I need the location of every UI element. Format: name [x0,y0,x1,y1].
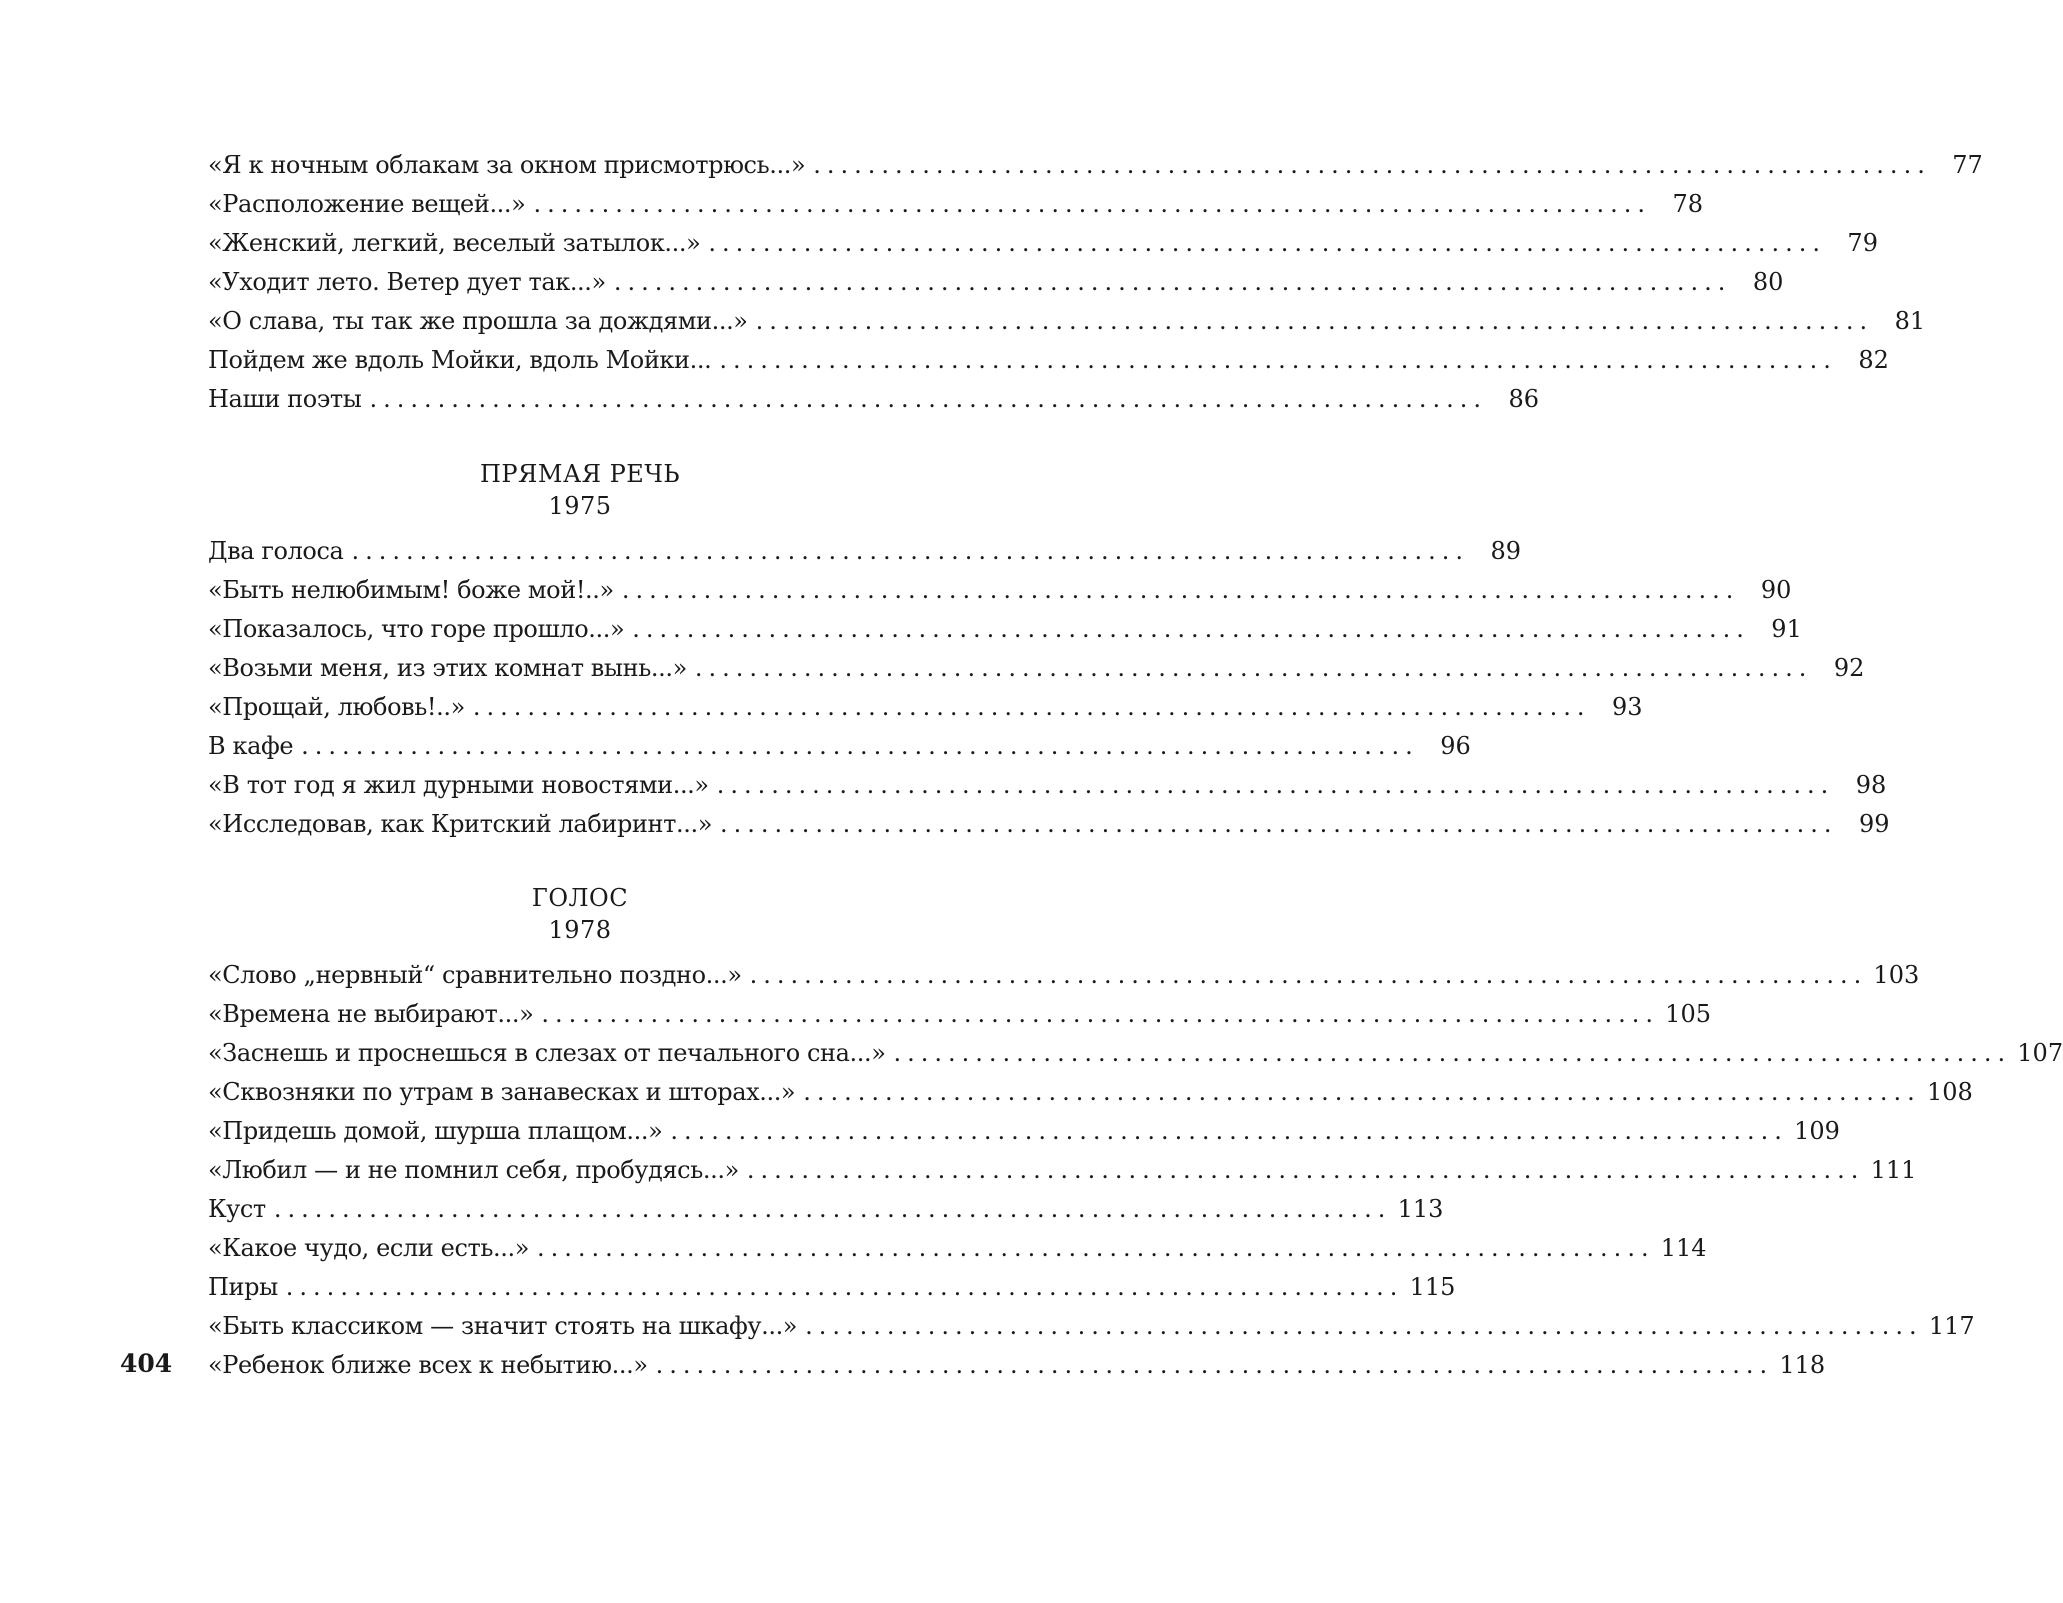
dot-leader: .................................................................................. [632,615,1750,643]
dot-leader: .................................................................................. [655,1351,1774,1379]
toc-entry-title: «Женский, легкий, веселый затылок...» [208,229,701,257]
toc-entry [208,995,1711,1034]
section-year: 1978 [548,916,612,944]
toc-entry [208,1229,1707,1268]
toc-entry-page: 107 [2017,1039,2063,1067]
toc-entry-title: «Любил — и не помнил себя, пробудясь...» [208,1156,739,1184]
dot-leader: .................................................................................. [805,1312,1923,1340]
toc-entry [208,766,1887,805]
toc-entry-title: «Сквозняки по утрам в занавесках и шторах...» [208,1078,796,1106]
toc-entry-page: 117 [1928,1312,1975,1340]
toc-entry [208,805,1890,844]
dot-leader: .................................................................................. [369,385,1488,413]
toc-entry-page: 80 [1752,268,1784,296]
toc-entry-title: В кафе [208,732,294,760]
dot-leader: .................................................................................. [803,1078,1921,1106]
section-heading [208,882,952,946]
toc-entry-title: «Времена не выбирают...» [208,1000,534,1028]
toc-entry-page: 91 [1771,615,1802,643]
toc-entry [208,380,1540,419]
toc-entry [208,956,1920,995]
toc-entry-title: «Возьми меня, из этих комнат вынь...» [208,654,687,682]
toc-entry-title: «В тот год я жил дурными новостями...» [208,771,709,799]
toc-entry [208,571,1792,610]
toc-entry-title: «Прощай, любовь!..» [208,693,465,721]
toc-entry [208,1073,1973,1112]
toc-entry-title: «Расположение вещей...» [208,190,526,218]
toc-entry-page: 108 [1926,1078,1973,1106]
toc-entry-title: Два голоса [208,537,344,565]
toc-section-continued [208,146,1983,419]
dot-leader: .................................................................................. [351,537,1470,565]
dot-leader: .................................................................................. [716,771,1835,799]
dot-leader: .................................................................................. [472,693,1591,721]
dot-leader: .................................................................................. [670,1117,1788,1145]
dot-leader: .................................................................................. [533,190,1652,218]
toc-entry-page: 89 [1490,537,1522,565]
toc-entry [208,302,1926,341]
toc-entry-title: «Слово „нервный“ сравнительно поздно...» [208,961,742,989]
toc-entry [208,532,1522,571]
toc-entry-page: 105 [1665,1000,1711,1028]
toc-entry-page: 103 [1873,961,1920,989]
toc-entry-title: «Показалось, что горе прошло...» [208,615,625,643]
section-title: ПРЯМАЯ РЕЧЬ [479,460,681,488]
dot-leader: .................................................................................. [755,307,1874,335]
toc-entry-title: «Заснешь и проснешься в слезах от печального сна...» [208,1039,886,1067]
toc-entry-page: 90 [1760,576,1792,604]
toc-entry [208,1307,1975,1346]
toc-entry [208,1190,1444,1229]
toc-entry-page: 111 [1870,1156,1917,1184]
toc-entry-page: 98 [1855,771,1887,799]
dot-leader: .................................................................................. [708,229,1826,257]
toc-entry [208,1268,1456,1307]
toc-entry-page: 114 [1660,1234,1707,1262]
toc-entry-page: 92 [1833,654,1865,682]
toc-entry-page: 99 [1859,810,1890,838]
toc-entry-title: «Я к ночным облакам за окном присмотрюсь...» [208,151,806,179]
toc-entry [208,263,1784,302]
toc-entry [208,610,1802,649]
toc-entry-page: 86 [1508,385,1540,413]
toc-entry-title: «Уходит лето. Ветер дует так...» [208,268,606,296]
toc-entry-title: «Быть нелюбимым! боже мой!..» [208,576,614,604]
dot-leader: .................................................................................. [273,1195,1392,1223]
toc-entry [208,224,1878,263]
toc-entry-page: 113 [1397,1195,1444,1223]
toc-entry-title: «Исследовав, как Критский лабиринт...» [208,810,712,838]
toc-entry-page: 77 [1952,151,1983,179]
dot-leader: .................................................................................. [749,961,1868,989]
toc-entry-page: 82 [1858,346,1889,374]
dot-leader: .................................................................................. [621,576,1740,604]
dot-leader: .................................................................................. [746,1156,1865,1184]
toc-entry-page: 96 [1440,732,1471,760]
toc-entry-title: Пойдем же вдоль Мойки, вдоль Мойки... [208,346,712,374]
toc-section-pryamaya-rech [208,532,1890,844]
dot-leader: .................................................................................. [719,810,1838,838]
toc-section-golos [208,956,2063,1385]
toc-entry-page: 81 [1894,307,1926,335]
toc-entry-title: Пиры [208,1273,278,1301]
section-year: 1975 [548,492,612,520]
toc-entry-title: «Придешь домой, шурша плащом...» [208,1117,663,1145]
toc-entry-title: «Какое чудо, если есть...» [208,1234,529,1262]
dot-leader: .................................................................................. [613,268,1732,296]
dot-leader: .................................................................................. [301,732,1419,760]
dot-leader: .................................................................................. [719,346,1837,374]
toc-entry-page: 115 [1409,1273,1456,1301]
dot-leader: .................................................................................. [813,151,1931,179]
toc-entry-title: Куст [208,1195,266,1223]
toc-entry [208,1034,2063,1073]
toc-entry-page: 79 [1847,229,1878,257]
section-title: ГОЛОС [531,884,629,912]
section-heading [208,458,952,522]
toc-entry-page: 118 [1779,1351,1826,1379]
toc-entry-title: Наши поэты [208,385,362,413]
dot-leader: .................................................................................. [694,654,1813,682]
dot-leader: .................................................................................. [285,1273,1404,1301]
toc-entry-page: 93 [1611,693,1643,721]
toc-entry [208,649,1865,688]
toc-entry [208,1346,1826,1385]
dot-leader: .................................................................................. [541,1000,1659,1028]
toc-entry [208,185,1704,224]
dot-leader: .................................................................................. [537,1234,1655,1262]
toc-entry [208,1112,1840,1151]
toc-entry [208,1151,1917,1190]
toc-entry-page: 109 [1794,1117,1840,1145]
toc-entry [208,727,1471,766]
page-number: 404 [120,1349,173,1378]
toc-entry [208,146,1983,185]
toc-entry-title: «Быть классиком — значит стоять на шкафу...» [208,1312,798,1340]
dot-leader: .................................................................................. [893,1039,2012,1067]
toc-entry-page: 78 [1672,190,1704,218]
toc-entry-title: «Ребенок ближе всех к небытию...» [208,1351,648,1379]
toc-entry [208,688,1643,727]
toc-entry [208,341,1889,380]
toc-entry-title: «О слава, ты так же прошла за дождями...» [208,307,748,335]
